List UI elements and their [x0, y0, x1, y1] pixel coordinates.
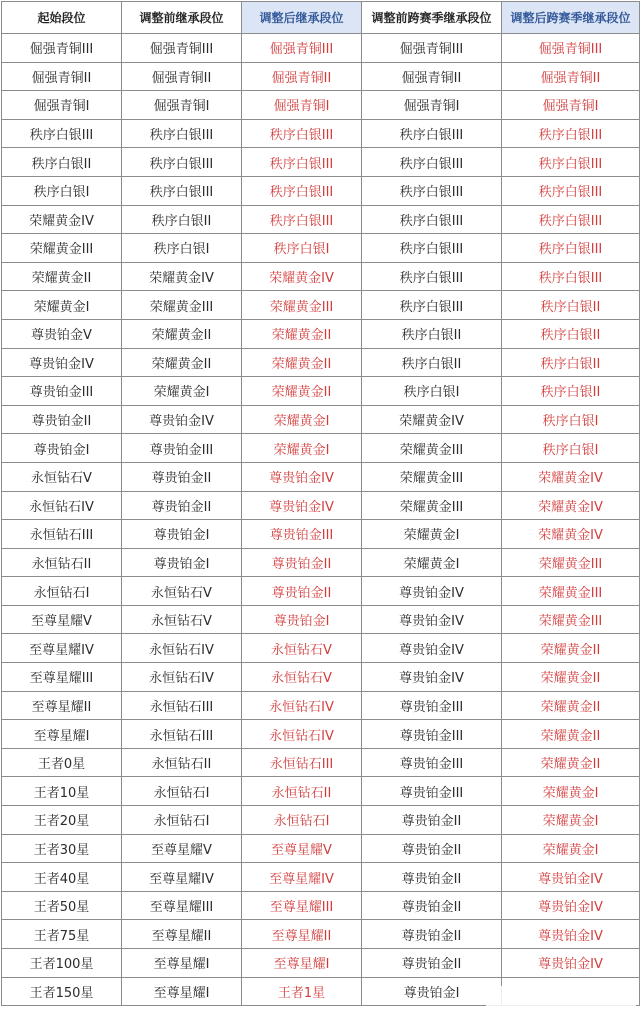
cell-before-inherit: 永恒钻石III [122, 720, 242, 749]
cell-after-cross-season: 荣耀黄金II [502, 748, 640, 777]
cell-before-cross-season: 荣耀黄金I [362, 520, 502, 549]
cell-start-rank: 至尊星耀IV [2, 634, 122, 663]
cell-after-cross-season: 荣耀黄金I [502, 777, 640, 806]
cell-start-rank: 永恒钻石V [2, 462, 122, 491]
cell-start-rank: 尊贵铂金I [2, 434, 122, 463]
cell-after-cross-season: 荣耀黄金IV [502, 462, 640, 491]
cell-after-inherit: 荣耀黄金I [242, 434, 362, 463]
cell-after-inherit: 尊贵铂金IV [242, 462, 362, 491]
cell-before-cross-season: 尊贵铂金IV [362, 634, 502, 663]
table-row [2, 319, 640, 348]
cell-after-cross-season: 荣耀黄金II [502, 691, 640, 720]
table-row [2, 62, 640, 91]
cell-before-cross-season: 尊贵铂金II [362, 891, 502, 920]
cell-after-inherit: 倔强青铜III [242, 34, 362, 63]
cell-before-inherit: 永恒钻石V [122, 577, 242, 606]
cell-after-cross-season: 秩序白银III [502, 148, 640, 177]
cell-before-cross-season: 荣耀黄金I [362, 548, 502, 577]
cell-start-rank: 荣耀黄金II [2, 262, 122, 291]
cell-after-inherit: 永恒钻石IV [242, 691, 362, 720]
cell-after-cross-season: 秩序白银II [502, 291, 640, 320]
page [0, 1, 640, 1018]
cell-after-inherit: 倔强青铜II [242, 62, 362, 91]
watermark-overlay [486, 986, 636, 1012]
cell-after-cross-season: 秩序白银III [502, 262, 640, 291]
header-row [2, 2, 640, 34]
cell-after-cross-season: 荣耀黄金II [502, 634, 640, 663]
cell-before-inherit: 尊贵铂金I [122, 548, 242, 577]
cell-after-cross-season: 尊贵铂金IV [502, 949, 640, 978]
cell-after-cross-season: 秩序白银III [502, 119, 640, 148]
cell-after-inherit: 王者1星 [242, 977, 362, 1006]
cell-before-inherit: 永恒钻石IV [122, 663, 242, 692]
cell-before-inherit: 永恒钻石III [122, 691, 242, 720]
cell-after-inherit: 至尊星耀III [242, 891, 362, 920]
cell-after-inherit: 荣耀黄金I [242, 405, 362, 434]
table-row [2, 720, 640, 749]
cell-before-cross-season: 荣耀黄金III [362, 434, 502, 463]
cell-start-rank: 至尊星耀V [2, 605, 122, 634]
cell-before-cross-season: 尊贵铂金IV [362, 605, 502, 634]
cell-before-inherit: 至尊星耀I [122, 977, 242, 1006]
cell-before-inherit: 永恒钻石V [122, 605, 242, 634]
cell-after-inherit: 荣耀黄金IV [242, 262, 362, 291]
cell-start-rank: 王者150星 [2, 977, 122, 1006]
table-row [2, 462, 640, 491]
cell-after-cross-season: 荣耀黄金II [502, 663, 640, 692]
cell-after-inherit: 秩序白银III [242, 176, 362, 205]
cell-start-rank: 王者30星 [2, 834, 122, 863]
cell-start-rank: 永恒钻石I [2, 577, 122, 606]
cell-after-inherit: 至尊星耀II [242, 920, 362, 949]
cell-start-rank: 永恒钻石II [2, 548, 122, 577]
cell-after-inherit: 永恒钻石IV [242, 720, 362, 749]
table-row [2, 148, 640, 177]
cell-after-inherit: 永恒钻石III [242, 748, 362, 777]
cell-before-cross-season: 尊贵铂金II [362, 920, 502, 949]
cell-before-cross-season: 尊贵铂金II [362, 863, 502, 892]
cell-before-inherit: 秩序白银III [122, 176, 242, 205]
table-row [2, 434, 640, 463]
cell-after-cross-season: 秩序白银III [502, 234, 640, 263]
cell-before-inherit: 尊贵铂金III [122, 434, 242, 463]
table-row [2, 605, 640, 634]
cell-after-cross-season: 秩序白银II [502, 377, 640, 406]
cell-before-cross-season: 秩序白银III [362, 234, 502, 263]
table-row [2, 834, 640, 863]
cell-before-cross-season: 尊贵铂金III [362, 748, 502, 777]
table-row [2, 691, 640, 720]
table-row [2, 176, 640, 205]
cell-before-cross-season: 秩序白银III [362, 176, 502, 205]
cell-after-inherit: 荣耀黄金II [242, 319, 362, 348]
cell-before-inherit: 永恒钻石I [122, 777, 242, 806]
cell-after-cross-season: 倔强青铜I [502, 91, 640, 120]
cell-start-rank: 尊贵铂金V [2, 319, 122, 348]
table-row [2, 577, 640, 606]
table-row [2, 234, 640, 263]
table-row [2, 920, 640, 949]
cell-start-rank: 荣耀黄金III [2, 234, 122, 263]
table-row [2, 34, 640, 63]
table-row [2, 405, 640, 434]
cell-before-inherit: 永恒钻石I [122, 806, 242, 835]
table-row [2, 119, 640, 148]
table-row [2, 205, 640, 234]
cell-before-cross-season: 尊贵铂金II [362, 949, 502, 978]
cell-after-inherit: 秩序白银III [242, 205, 362, 234]
cell-after-inherit: 尊贵铂金II [242, 577, 362, 606]
cell-before-inherit: 至尊星耀II [122, 920, 242, 949]
table-row [2, 863, 640, 892]
cell-before-cross-season: 秩序白银I [362, 377, 502, 406]
cell-before-cross-season: 秩序白银III [362, 291, 502, 320]
cell-start-rank: 王者50星 [2, 891, 122, 920]
cell-after-cross-season: 尊贵铂金IV [502, 863, 640, 892]
table-row [2, 777, 640, 806]
cell-before-inherit: 永恒钻石IV [122, 634, 242, 663]
cell-before-cross-season: 倔强青铜I [362, 91, 502, 120]
table-row [2, 748, 640, 777]
cell-before-cross-season: 尊贵铂金III [362, 777, 502, 806]
cell-before-inherit: 尊贵铂金II [122, 462, 242, 491]
cell-before-cross-season: 秩序白银III [362, 205, 502, 234]
cell-before-cross-season: 秩序白银II [362, 348, 502, 377]
cell-before-cross-season: 倔强青铜II [362, 62, 502, 91]
cell-before-inherit: 尊贵铂金IV [122, 405, 242, 434]
cell-after-cross-season: 荣耀黄金III [502, 577, 640, 606]
cell-start-rank: 倔强青铜II [2, 62, 122, 91]
cell-after-inherit: 至尊星耀IV [242, 863, 362, 892]
cell-before-cross-season: 尊贵铂金IV [362, 663, 502, 692]
cell-before-cross-season: 秩序白银II [362, 319, 502, 348]
cell-after-inherit: 尊贵铂金IV [242, 491, 362, 520]
cell-start-rank: 秩序白银III [2, 119, 122, 148]
cell-before-inherit: 荣耀黄金II [122, 319, 242, 348]
cell-before-cross-season: 秩序白银III [362, 262, 502, 291]
cell-before-cross-season: 倔强青铜III [362, 34, 502, 63]
cell-before-cross-season: 尊贵铂金III [362, 720, 502, 749]
cell-after-inherit: 秩序白银III [242, 148, 362, 177]
table-row [2, 377, 640, 406]
cell-after-cross-season: 尊贵铂金IV [502, 891, 640, 920]
cell-after-cross-season: 秩序白银III [502, 176, 640, 205]
cell-start-rank: 尊贵铂金III [2, 377, 122, 406]
cell-after-cross-season: 荣耀黄金I [502, 834, 640, 863]
cell-before-cross-season: 秩序白银III [362, 119, 502, 148]
cell-after-inherit: 秩序白银I [242, 234, 362, 263]
cell-after-inherit: 永恒钻石II [242, 777, 362, 806]
cell-before-cross-season: 荣耀黄金III [362, 462, 502, 491]
cell-before-inherit: 荣耀黄金IV [122, 262, 242, 291]
table-row [2, 91, 640, 120]
cell-after-inherit: 永恒钻石V [242, 663, 362, 692]
cell-before-inherit: 至尊星耀IV [122, 863, 242, 892]
cell-after-cross-season: 荣耀黄金II [502, 720, 640, 749]
table-header [2, 2, 640, 34]
table-body [2, 34, 640, 1006]
table-row [2, 291, 640, 320]
header-before-inherit: 调整前继承段位 [122, 2, 242, 34]
cell-before-inherit: 永恒钻石II [122, 748, 242, 777]
cell-after-cross-season: 秩序白银I [502, 405, 640, 434]
table-row [2, 348, 640, 377]
cell-start-rank: 至尊星耀I [2, 720, 122, 749]
cell-before-inherit: 尊贵铂金I [122, 520, 242, 549]
header-after-inherit: 调整后继承段位 [242, 2, 362, 34]
cell-start-rank: 王者0星 [2, 748, 122, 777]
header-after-cross-season: 调整后跨赛季继承段位 [502, 2, 640, 34]
cell-start-rank: 王者100星 [2, 949, 122, 978]
cell-start-rank: 王者10星 [2, 777, 122, 806]
table-row [2, 949, 640, 978]
cell-after-cross-season: 秩序白银II [502, 319, 640, 348]
cell-before-inherit: 荣耀黄金I [122, 377, 242, 406]
cell-after-cross-season: 荣耀黄金IV [502, 520, 640, 549]
cell-after-cross-season: 荣耀黄金I [502, 806, 640, 835]
cell-before-inherit: 荣耀黄金II [122, 348, 242, 377]
cell-before-inherit: 倔强青铜I [122, 91, 242, 120]
cell-start-rank: 倔强青铜I [2, 91, 122, 120]
cell-before-inherit: 倔强青铜II [122, 62, 242, 91]
table-row [2, 634, 640, 663]
cell-before-inherit: 至尊星耀I [122, 949, 242, 978]
cell-before-cross-season: 尊贵铂金II [362, 806, 502, 835]
table-row [2, 891, 640, 920]
cell-after-inherit: 秩序白银III [242, 119, 362, 148]
cell-start-rank: 荣耀黄金I [2, 291, 122, 320]
table-row [2, 548, 640, 577]
cell-before-inherit: 尊贵铂金II [122, 491, 242, 520]
cell-after-inherit: 永恒钻石V [242, 634, 362, 663]
cell-after-cross-season: 秩序白银I [502, 434, 640, 463]
cell-start-rank: 王者20星 [2, 806, 122, 835]
cell-before-inherit: 秩序白银III [122, 119, 242, 148]
cell-before-cross-season: 荣耀黄金IV [362, 405, 502, 434]
cell-after-cross-season: 倔强青铜III [502, 34, 640, 63]
table-row [2, 806, 640, 835]
cell-after-cross-season: 秩序白银II [502, 348, 640, 377]
header-before-cross-season: 调整前跨赛季继承段位 [362, 2, 502, 34]
cell-start-rank: 荣耀黄金IV [2, 205, 122, 234]
cell-before-cross-season: 秩序白银III [362, 148, 502, 177]
table-row [2, 262, 640, 291]
cell-start-rank: 倔强青铜III [2, 34, 122, 63]
cell-before-cross-season: 尊贵铂金II [362, 834, 502, 863]
cell-before-inherit: 秩序白银II [122, 205, 242, 234]
cell-after-cross-season: 荣耀黄金IV [502, 491, 640, 520]
cell-before-inherit: 至尊星耀III [122, 891, 242, 920]
cell-after-cross-season: 荣耀黄金III [502, 605, 640, 634]
cell-before-cross-season: 尊贵铂金IV [362, 577, 502, 606]
cell-start-rank: 秩序白银I [2, 176, 122, 205]
cell-start-rank: 尊贵铂金IV [2, 348, 122, 377]
cell-before-inherit: 秩序白银I [122, 234, 242, 263]
cell-start-rank: 永恒钻石IV [2, 491, 122, 520]
cell-after-inherit: 尊贵铂金III [242, 520, 362, 549]
cell-start-rank: 王者40星 [2, 863, 122, 892]
cell-start-rank: 王者75星 [2, 920, 122, 949]
cell-before-inherit: 秩序白银III [122, 148, 242, 177]
table-row [2, 491, 640, 520]
cell-after-inherit: 倔强青铜I [242, 91, 362, 120]
table-row [2, 520, 640, 549]
cell-start-rank: 尊贵铂金II [2, 405, 122, 434]
cell-after-cross-season: 尊贵铂金IV [502, 920, 640, 949]
cell-start-rank: 秩序白银II [2, 148, 122, 177]
cell-after-inherit: 尊贵铂金I [242, 605, 362, 634]
cell-after-inherit: 荣耀黄金II [242, 348, 362, 377]
cell-after-inherit: 尊贵铂金II [242, 548, 362, 577]
cell-after-inherit: 荣耀黄金II [242, 377, 362, 406]
cell-before-inherit: 倔强青铜III [122, 34, 242, 63]
cell-before-cross-season: 尊贵铂金I [362, 977, 502, 1006]
cell-before-cross-season: 尊贵铂金III [362, 691, 502, 720]
cell-before-cross-season: 荣耀黄金III [362, 491, 502, 520]
cell-after-inherit: 至尊星耀I [242, 949, 362, 978]
header-start-rank: 起始段位 [2, 2, 122, 34]
cell-after-cross-season: 秩序白银III [502, 205, 640, 234]
cell-after-inherit: 至尊星耀V [242, 834, 362, 863]
cell-start-rank: 永恒钻石III [2, 520, 122, 549]
cell-before-inherit: 至尊星耀V [122, 834, 242, 863]
table-row [2, 663, 640, 692]
rank-inheritance-table [1, 1, 640, 1006]
cell-after-cross-season: 荣耀黄金III [502, 548, 640, 577]
cell-after-inherit: 荣耀黄金III [242, 291, 362, 320]
cell-start-rank: 至尊星耀II [2, 691, 122, 720]
cell-before-inherit: 荣耀黄金III [122, 291, 242, 320]
cell-after-inherit: 永恒钻石I [242, 806, 362, 835]
cell-start-rank: 至尊星耀III [2, 663, 122, 692]
cell-after-cross-season: 倔强青铜II [502, 62, 640, 91]
